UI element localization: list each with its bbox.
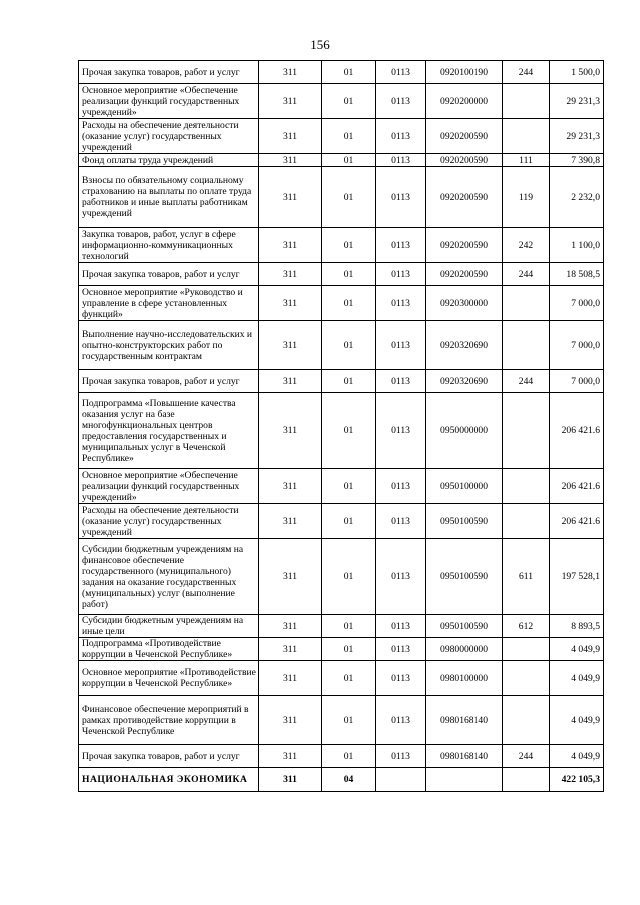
- table-cell-pr: 0113: [376, 286, 426, 321]
- table-row: [79, 228, 604, 263]
- table-cell-csr: 0980100000: [426, 661, 503, 696]
- table-row: [79, 263, 604, 286]
- table-cell-name: Субсидии бюджетным учреждениям на иные цели: [79, 615, 259, 638]
- table-cell-rz: 01: [322, 504, 376, 539]
- table-cell-vr: 612: [503, 615, 550, 638]
- table-cell-csr: 0950100590: [426, 504, 503, 539]
- table-row: [79, 119, 604, 154]
- table-cell-vr: [503, 661, 550, 696]
- table-cell-pr: 0113: [376, 84, 426, 119]
- table-cell-sum: 206 421.6: [550, 393, 604, 469]
- table-cell-ved: 311: [259, 370, 322, 393]
- table-cell-csr: 0950100590: [426, 539, 503, 615]
- budget-table-body: [79, 61, 604, 792]
- table-cell-vr: [503, 84, 550, 119]
- table-cell-rz: 01: [322, 84, 376, 119]
- table-cell-csr: 0980168140: [426, 696, 503, 745]
- table-cell-rz: 01: [322, 539, 376, 615]
- table-cell-rz: 01: [322, 321, 376, 370]
- table-cell-rz: 01: [322, 61, 376, 84]
- table-cell-name: Расходы на обеспечение деятельности (оказание услуг) государственных учреждений: [79, 119, 259, 154]
- table-row: [79, 370, 604, 393]
- table-cell-name: Прочая закупка товаров, работ и услуг: [79, 745, 259, 768]
- table-cell-csr: [426, 768, 503, 792]
- table-cell-pr: 0113: [376, 321, 426, 370]
- table-cell-vr: [503, 119, 550, 154]
- table-cell-sum: 7 000,0: [550, 321, 604, 370]
- table-row: [79, 638, 604, 661]
- table-row: [79, 393, 604, 469]
- table-cell-rz: 01: [322, 263, 376, 286]
- table-cell-rz: 01: [322, 696, 376, 745]
- table-cell-ved: 311: [259, 661, 322, 696]
- table-cell-vr: [503, 469, 550, 504]
- table-cell-sum: 422 105,3: [550, 768, 604, 792]
- table-cell-vr: [503, 393, 550, 469]
- table-cell-sum: 4 049,9: [550, 745, 604, 768]
- table-cell-csr: 0920320690: [426, 370, 503, 393]
- table-cell-vr: 244: [503, 61, 550, 84]
- table-cell-name: Основное мероприятие «Обеспечение реализации функций государственных учреждений»: [79, 84, 259, 119]
- table-cell-name: Прочая закупка товаров, работ и услуг: [79, 61, 259, 84]
- table-cell-csr: 0920200590: [426, 154, 503, 167]
- table-cell-name: Подпрограмма «Противодействие коррупции в Чеченской Республике»: [79, 638, 259, 661]
- table-row: [79, 768, 604, 792]
- table-cell-csr: 0980168140: [426, 745, 503, 768]
- table-cell-name: Расходы на обеспечение деятельности (оказание услуг) государственных учреждений: [79, 504, 259, 539]
- table-cell-rz: 04: [322, 768, 376, 792]
- table-row: [79, 154, 604, 167]
- table-cell-pr: 0113: [376, 469, 426, 504]
- table-cell-vr: [503, 638, 550, 661]
- table-cell-pr: 0113: [376, 696, 426, 745]
- table-cell-name: Подпрограмма «Повышение качества оказания услуг на базе многофункциональных центров предоставления государственных и муниципальных услуг в Чеченской Республике»: [79, 393, 259, 469]
- table-row: [79, 615, 604, 638]
- table-cell-ved: 311: [259, 768, 322, 792]
- table-cell-ved: 311: [259, 61, 322, 84]
- table-cell-csr: 0920200590: [426, 167, 503, 228]
- table-cell-csr: 0950100000: [426, 469, 503, 504]
- table-cell-name: Фонд оплаты труда учреждений: [79, 154, 259, 167]
- table-cell-csr: 0920200590: [426, 119, 503, 154]
- table-cell-pr: 0113: [376, 263, 426, 286]
- table-cell-pr: 0113: [376, 228, 426, 263]
- table-cell-csr: 0920320690: [426, 321, 503, 370]
- table-cell-vr: 611: [503, 539, 550, 615]
- table-row: [79, 504, 604, 539]
- table-cell-sum: 7 000,0: [550, 370, 604, 393]
- table-row: [79, 539, 604, 615]
- budget-table: [78, 60, 604, 792]
- table-cell-rz: 01: [322, 286, 376, 321]
- table-cell-rz: 01: [322, 154, 376, 167]
- table-cell-name: Прочая закупка товаров, работ и услуг: [79, 263, 259, 286]
- page-number: 156: [310, 37, 330, 52]
- table-cell-ved: 311: [259, 228, 322, 263]
- table-cell-csr: 0950000000: [426, 393, 503, 469]
- table-row: [79, 167, 604, 228]
- table-row: [79, 84, 604, 119]
- table-cell-vr: 244: [503, 263, 550, 286]
- table-cell-rz: 01: [322, 393, 376, 469]
- table-cell-name: Закупка товаров, работ, услуг в сфере информационно-коммуникационных технологий: [79, 228, 259, 263]
- table-cell-ved: 311: [259, 615, 322, 638]
- table-cell-sum: 4 049,9: [550, 696, 604, 745]
- table-cell-vr: 244: [503, 370, 550, 393]
- table-cell-sum: 1 100,0: [550, 228, 604, 263]
- table-row: [79, 696, 604, 745]
- table-cell-rz: 01: [322, 745, 376, 768]
- table-cell-csr: 0950100590: [426, 615, 503, 638]
- table-cell-ved: 311: [259, 469, 322, 504]
- table-cell-ved: 311: [259, 84, 322, 119]
- table-cell-name: Выполнение научно-исследовательских и опытно-конструкторских работ по государственным контрактам: [79, 321, 259, 370]
- table-cell-rz: 01: [322, 370, 376, 393]
- table-cell-rz: 01: [322, 119, 376, 154]
- table-cell-ved: 311: [259, 167, 322, 228]
- table-cell-ved: 311: [259, 263, 322, 286]
- table-cell-ved: 311: [259, 119, 322, 154]
- table-cell-pr: 0113: [376, 661, 426, 696]
- table-cell-sum: 1 500,0: [550, 61, 604, 84]
- table-cell-rz: 01: [322, 615, 376, 638]
- table-cell-name: Взносы по обязательному социальному страхованию на выплаты по оплате труда работников и иные выплаты работникам учреждений: [79, 167, 259, 228]
- table-cell-csr: 0920200590: [426, 228, 503, 263]
- table-cell-pr: 0113: [376, 539, 426, 615]
- table-cell-csr: 0920100190: [426, 61, 503, 84]
- table-cell-pr: 0113: [376, 119, 426, 154]
- table-cell-ved: 311: [259, 539, 322, 615]
- table-cell-pr: 0113: [376, 393, 426, 469]
- table-cell-vr: 244: [503, 745, 550, 768]
- table-cell-ved: 311: [259, 638, 322, 661]
- table-cell-name: Субсидии бюджетным учреждениям на финансовое обеспечение государственного (муниципального) задания на оказание государственных (муниципальных) услуг (выполнение работ): [79, 539, 259, 615]
- table-cell-rz: 01: [322, 167, 376, 228]
- table-cell-name: Основное мероприятие «Обеспечение реализации функций государственных учреждений»: [79, 469, 259, 504]
- table-cell-vr: [503, 768, 550, 792]
- table-cell-sum: 29 231,3: [550, 84, 604, 119]
- table-cell-name: Финансовое обеспечение мероприятий в рамках противодействие коррупции в Чеченской Республике: [79, 696, 259, 745]
- table-cell-ved: 311: [259, 321, 322, 370]
- table-row: [79, 61, 604, 84]
- table-cell-pr: 0113: [376, 61, 426, 84]
- table-cell-rz: 01: [322, 228, 376, 263]
- table-cell-sum: 8 893,5: [550, 615, 604, 638]
- table-cell-vr: [503, 321, 550, 370]
- table-cell-vr: [503, 504, 550, 539]
- table-row: [79, 661, 604, 696]
- table-cell-vr: 111: [503, 154, 550, 167]
- table-cell-pr: [376, 768, 426, 792]
- table-cell-sum: 4 049,9: [550, 661, 604, 696]
- table-cell-vr: 242: [503, 228, 550, 263]
- table-cell-sum: 206 421.6: [550, 469, 604, 504]
- table-cell-pr: 0113: [376, 154, 426, 167]
- table-row: [79, 321, 604, 370]
- table-cell-pr: 0113: [376, 745, 426, 768]
- table-cell-rz: 01: [322, 638, 376, 661]
- table-cell-name: Основное мероприятие «Противодействие коррупции в Чеченской Республике»: [79, 661, 259, 696]
- table-cell-rz: 01: [322, 469, 376, 504]
- table-cell-csr: 0920300000: [426, 286, 503, 321]
- table-cell-sum: 197 528,1: [550, 539, 604, 615]
- table-cell-pr: 0113: [376, 615, 426, 638]
- table-cell-pr: 0113: [376, 504, 426, 539]
- table-cell-sum: 7 390,8: [550, 154, 604, 167]
- table-cell-sum: 29 231,3: [550, 119, 604, 154]
- table-cell-pr: 0113: [376, 638, 426, 661]
- table-cell-ved: 311: [259, 745, 322, 768]
- table-cell-csr: 0980000000: [426, 638, 503, 661]
- table-cell-csr: 0920200000: [426, 84, 503, 119]
- table-cell-name: Прочая закупка товаров, работ и услуг: [79, 370, 259, 393]
- table-cell-ved: 311: [259, 154, 322, 167]
- table-cell-ved: 311: [259, 393, 322, 469]
- table-cell-sum: 4 049,9: [550, 638, 604, 661]
- table-cell-vr: [503, 286, 550, 321]
- table-cell-sum: 7 000,0: [550, 286, 604, 321]
- table-cell-name: НАЦИОНАЛЬНАЯ ЭКОНОМИКА: [79, 768, 259, 792]
- table-cell-rz: 01: [322, 661, 376, 696]
- table-cell-vr: 119: [503, 167, 550, 228]
- table-cell-ved: 311: [259, 286, 322, 321]
- table-cell-pr: 0113: [376, 370, 426, 393]
- table-row: [79, 286, 604, 321]
- table-cell-pr: 0113: [376, 167, 426, 228]
- table-cell-vr: [503, 696, 550, 745]
- table-cell-ved: 311: [259, 504, 322, 539]
- table-cell-ved: 311: [259, 696, 322, 745]
- table-cell-sum: 18 508,5: [550, 263, 604, 286]
- table-row: [79, 745, 604, 768]
- table-cell-csr: 0920200590: [426, 263, 503, 286]
- table-cell-sum: 206 421.6: [550, 504, 604, 539]
- table-row: [79, 469, 604, 504]
- table-cell-sum: 2 232,0: [550, 167, 604, 228]
- table-cell-name: Основное мероприятие «Руководство и управление в сфере установленных функций»: [79, 286, 259, 321]
